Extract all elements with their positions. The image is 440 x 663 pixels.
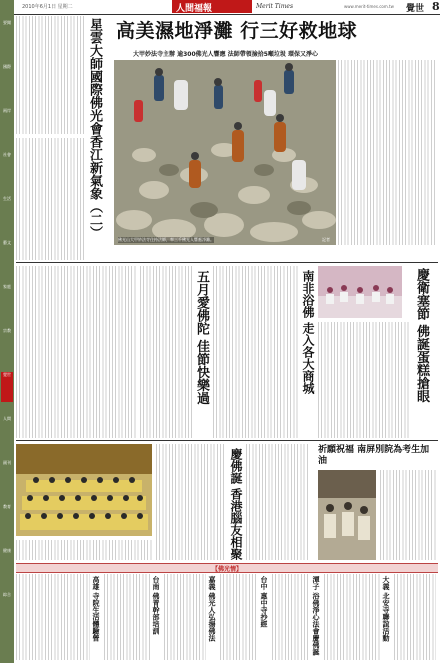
bottom-banner <box>16 563 438 573</box>
sidebar-tab[interactable]: 兩岸 <box>3 108 11 113</box>
masthead-date: 2010年6月1日 星期二 <box>22 4 73 10</box>
sidebar-tab[interactable]: 社會 <box>3 152 11 157</box>
sidebar-tab[interactable]: 健康 <box>3 548 11 553</box>
sidebar-tab[interactable]: 生活 <box>3 196 11 201</box>
lead-photo-caption: 佛光山大甲妙法寺住持法師，率三千佛光人響應淨灘。 <box>118 237 214 242</box>
sidebar-tab[interactable]: 宗教 <box>3 328 11 333</box>
hk-body <box>156 444 226 560</box>
left-column-body-top <box>16 16 84 134</box>
lead-photo-image <box>114 60 336 245</box>
lead-photo-credit: 記者 <box>322 237 330 242</box>
pingtung-headline: 祈願祝福 南屏別院為考生加油 <box>318 445 430 466</box>
hk-photo-image <box>16 444 152 536</box>
sidebar-tab[interactable]: 教育 <box>3 504 11 509</box>
hk-photo <box>16 444 152 536</box>
masthead-logo-text: 人間福報 <box>176 4 213 14</box>
bottom-headline-6: 高雄 寺院生活體驗營 <box>92 576 101 642</box>
pingtung-photo-image <box>318 470 376 560</box>
sidebar-tab[interactable]: 覺世 <box>1 372 13 402</box>
bottom-body-2 <box>104 574 150 660</box>
hk-body-right <box>246 444 310 560</box>
sidebar-tab[interactable]: 藝文 <box>3 240 11 245</box>
hk-body-left <box>16 540 152 560</box>
sidebar-tab[interactable]: 家庭 <box>3 284 11 289</box>
left-column-body <box>16 138 84 260</box>
bottom-headline-2: 潭子 浴佛淨心法會慶佛誕 <box>312 576 321 656</box>
south-africa-body <box>287 266 299 438</box>
may-buddha-body-right <box>213 266 285 438</box>
masthead-page-number: 8 <box>432 0 440 13</box>
bottom-headline-4: 嘉義 佛光人弘揚佛法 <box>208 576 217 642</box>
bottom-headline-3: 台中 惠中寺抄經 <box>260 576 269 628</box>
vesak-photo-image <box>318 266 402 318</box>
hk-headline: 慶佛誕 香港腦友相聚 <box>229 448 243 561</box>
masthead-website: www.merit-times.com.tw <box>344 4 394 9</box>
bottom-body-5 <box>272 574 310 660</box>
may-buddha-headline: 五月愛佛陀 佳節快樂過 <box>194 270 209 405</box>
rule-lower <box>16 440 438 441</box>
sidebar-tab[interactable]: 要聞 <box>3 20 11 25</box>
pingtung-body <box>380 470 436 560</box>
masthead-section: 覺世 <box>406 4 425 14</box>
bottom-banner-label: 【佛光情】 <box>212 566 243 573</box>
left-column-headline: 星雲大師國際佛光會香江新氣象（二） <box>87 18 102 239</box>
bottom-headline-5: 台南 佛青幹部培訓 <box>152 576 161 635</box>
bottom-body-1 <box>16 574 90 660</box>
south-africa-headline: 南非浴佛 走入各大商城 <box>301 270 315 395</box>
lead-photo <box>114 60 336 245</box>
sidebar-tab[interactable]: 副刊 <box>3 460 11 465</box>
masthead-logo <box>172 0 252 13</box>
may-buddha-body <box>140 266 192 438</box>
left-lower-body <box>16 266 136 438</box>
sidebar-tab[interactable]: 國際 <box>3 64 11 69</box>
bottom-body-6 <box>324 574 380 660</box>
bottom-body-7 <box>394 574 436 660</box>
bottom-body-3 <box>164 574 206 660</box>
sidebar-tab[interactable]: 綜合 <box>3 592 11 597</box>
lead-body <box>338 60 436 245</box>
vesak-photo <box>318 266 402 318</box>
sidebar-tab[interactable]: 人間 <box>3 416 11 421</box>
vesak-headline: 慶衛塞節 佛誕蛋糕搶眼 <box>414 268 429 403</box>
rule-mid <box>16 262 438 263</box>
lead-headline: 高美濕地淨灘 行三好救地球 <box>116 20 358 42</box>
masthead <box>14 0 440 15</box>
lead-subhead: 大甲妙法寺主辦 逾300佛光人響應 法師帶領撿拾5噸垃圾 環保又淨心 <box>133 51 318 58</box>
bottom-body-4 <box>220 574 258 660</box>
masthead-logo-sub: Merit Times <box>256 3 294 10</box>
pingtung-photo <box>318 470 376 560</box>
vesak-body <box>318 322 410 438</box>
bottom-headline-1: 大義 北安寺聯誼活動 <box>382 576 391 642</box>
